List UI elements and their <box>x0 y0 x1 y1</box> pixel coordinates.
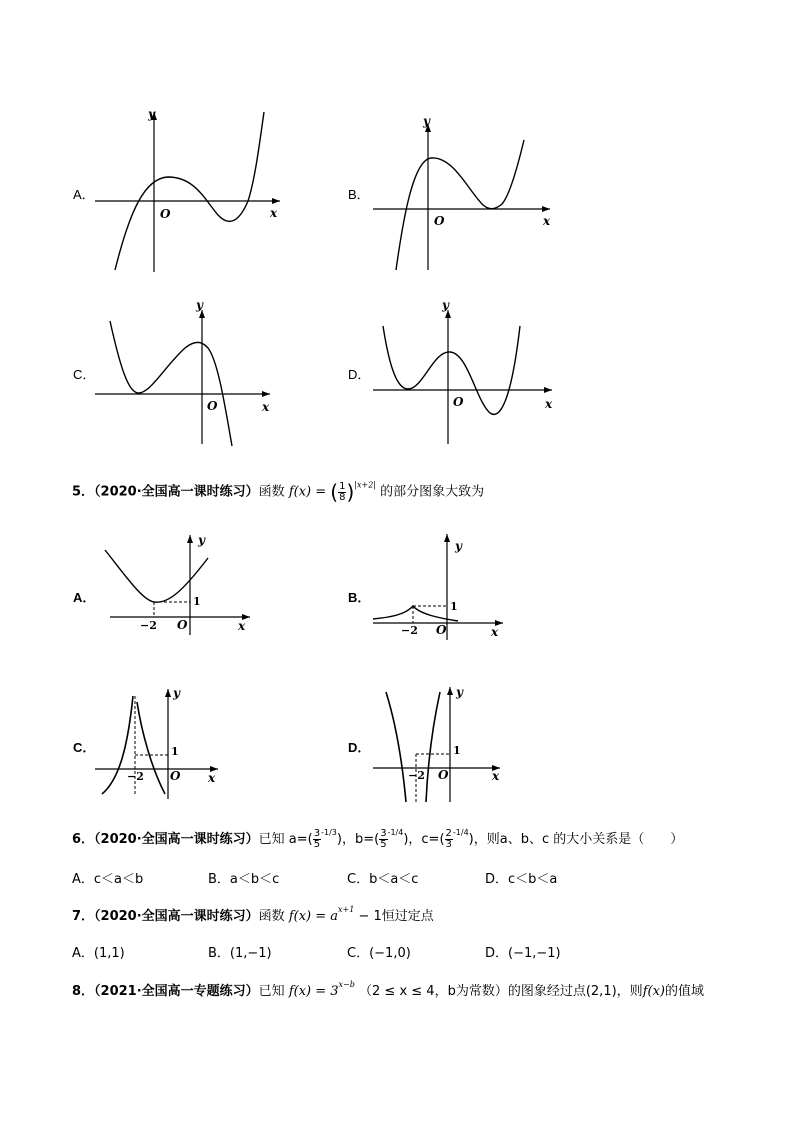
q4-option-d-label: D． <box>348 367 371 382</box>
q5-graph-c-y-label: y <box>173 686 180 700</box>
q4-graph-c-y-label: y <box>196 298 203 312</box>
q7-choice-d[interactable]: D．(−1,−1) <box>485 946 561 961</box>
q4-graph-a-origin: O <box>160 207 171 221</box>
q8-number: 8． <box>72 984 95 999</box>
q5-graph-b-y-label: y <box>455 539 462 553</box>
q5-graph-c-one: 1 <box>171 745 179 758</box>
q5-graph-a-tick: −2 <box>140 619 157 632</box>
q5-graph-a-y-label: y <box>198 533 205 547</box>
q7-choice-b[interactable]: B．(1,−1) <box>208 946 272 961</box>
q7-text2: − 1 <box>358 909 382 924</box>
q8-text2: （2 ≤ x ≤ 4，b为常数）的图象经过点 <box>359 984 586 999</box>
q8-stem <box>72 980 704 999</box>
q5-graph-d-origin: O <box>438 768 449 782</box>
q6-choice-b[interactable]: B．a＜b＜c <box>208 872 280 887</box>
q8-exp: x−b <box>338 980 355 989</box>
q4-graph-b-origin: O <box>434 214 445 228</box>
q7-text1: 函数 <box>258 909 285 924</box>
q5-graph-c-origin: O <box>170 769 181 783</box>
q5-prefix: 函数 <box>258 484 285 500</box>
q5-graph-b-tick: −2 <box>401 624 418 637</box>
q4-graph-d <box>368 296 568 456</box>
q4-graph-c-x-label: x <box>262 400 270 414</box>
q5-fraction: $\frac{1}{8}$ <box>339 480 346 503</box>
q5-number: 5． <box>72 484 95 500</box>
q6-text1: 已知 a=( <box>258 832 313 847</box>
q6-text2: )，b=( <box>336 832 380 847</box>
q5-graph-c <box>90 684 235 804</box>
q6-a-exp: -1/3 <box>321 828 337 837</box>
q5-graph-d-one: 1 <box>453 744 461 757</box>
q5-graph-d-x-label: x <box>492 769 500 783</box>
q5-graph-b-one: 1 <box>450 600 458 613</box>
q5-source: （2020·全国高一课时练习） <box>94 484 259 500</box>
q6-b-frac: $\frac{3}{5}$ <box>380 828 387 850</box>
q5-option-c-label: C． <box>73 740 96 755</box>
q8-func: f(x) = 3 <box>288 984 339 999</box>
q4-graph-d-origin: O <box>453 395 464 409</box>
q7-stem <box>72 905 434 924</box>
q4-graph-c-origin: O <box>207 399 218 413</box>
q6-choice-a[interactable]: A．c＜a＜b <box>72 872 144 887</box>
q7-number: 7． <box>72 909 95 924</box>
q7-choice-a[interactable]: A．(1,1) <box>72 946 125 961</box>
q4-graph-d-x-label: x <box>545 397 553 411</box>
q6-a-frac: $\frac{3}{5}$ <box>313 828 321 850</box>
q7-source: （2020·全国高一课时练习） <box>94 909 259 924</box>
q5-func: f(x) = <box>288 484 327 500</box>
q6-c-exp: -1/4 <box>452 828 469 837</box>
q4-graph-b <box>368 110 568 280</box>
q8-text1: 已知 <box>258 984 285 999</box>
q5-graph-b-x-label: x <box>491 625 499 639</box>
q6-number: 6． <box>72 832 95 847</box>
q6-choice-c[interactable]: C．b＜a＜c <box>347 872 419 887</box>
q4-graph-b-y-label: y <box>423 114 430 128</box>
q5-graph-c-tick: −2 <box>127 770 144 783</box>
q7-choice-c[interactable]: C．(−1,0) <box>347 946 411 961</box>
q6-choice-d[interactable]: D．c＜b＜a <box>485 872 558 887</box>
q5-graph-b <box>368 530 518 640</box>
q6-stem <box>72 828 683 850</box>
q4-option-b-label: B． <box>348 187 370 202</box>
q4-graph-a-x-label: x <box>270 206 278 220</box>
q7-func: f(x) = a <box>288 909 339 924</box>
q4-graph-a-y-label: y <box>148 107 155 121</box>
q4-graph-a <box>90 100 290 280</box>
q4-option-a-label: A． <box>73 187 95 202</box>
q8-source: （2021·全国高一专题练习） <box>94 984 259 999</box>
q5-option-d-label: D． <box>348 740 371 755</box>
q5-graph-a <box>90 530 260 640</box>
q7-exp: x+1 <box>338 905 355 914</box>
q5-option-b-label: B． <box>348 590 371 605</box>
q8-text4: 的值域 <box>664 984 704 999</box>
q5-graph-d-y-label: y <box>456 685 463 699</box>
q5-graph-d <box>368 684 513 804</box>
q6-source: （2020·全国高一课时练习） <box>94 832 259 847</box>
q8-point: (2,1) <box>585 984 617 999</box>
q5-graph-a-one: 1 <box>193 595 201 608</box>
q6-text3: )，c=( <box>403 832 445 847</box>
q4-graph-c <box>90 296 290 456</box>
q8-func2: f(x) <box>642 984 665 999</box>
q5-graph-b-origin: O <box>436 623 447 637</box>
q5-graph-a-x-label: x <box>238 619 246 633</box>
q5-graph-c-x-label: x <box>208 771 216 785</box>
q4-graph-d-y-label: y <box>442 298 449 312</box>
q6-c-frac: $\frac{2}{3}$ <box>445 828 452 850</box>
q6-text4: )，则a、b、c 的大小关系是（ ） <box>468 832 684 847</box>
q8-text3: ，则 <box>616 984 643 999</box>
q5-exponent: |x+2| <box>354 480 376 490</box>
q7-text3: 恒过定点 <box>381 909 434 924</box>
q6-b-exp: -1/4 <box>387 828 404 837</box>
q4-graph-b-x-label: x <box>543 214 551 228</box>
q5-option-a-label: A． <box>73 590 96 605</box>
q5-graph-a-origin: O <box>177 618 188 632</box>
q4-option-c-label: C． <box>73 367 96 382</box>
q5-stem: 5．（2020·全国高一课时练习）函数 f(x) = ( $\frac{1}{8}$ )$^{|x+2|}$ 的部分图象大致为 <box>72 480 485 504</box>
q5-graph-d-tick: −2 <box>408 769 425 782</box>
q5-suffix: 的部分图象大致为 <box>380 484 485 500</box>
